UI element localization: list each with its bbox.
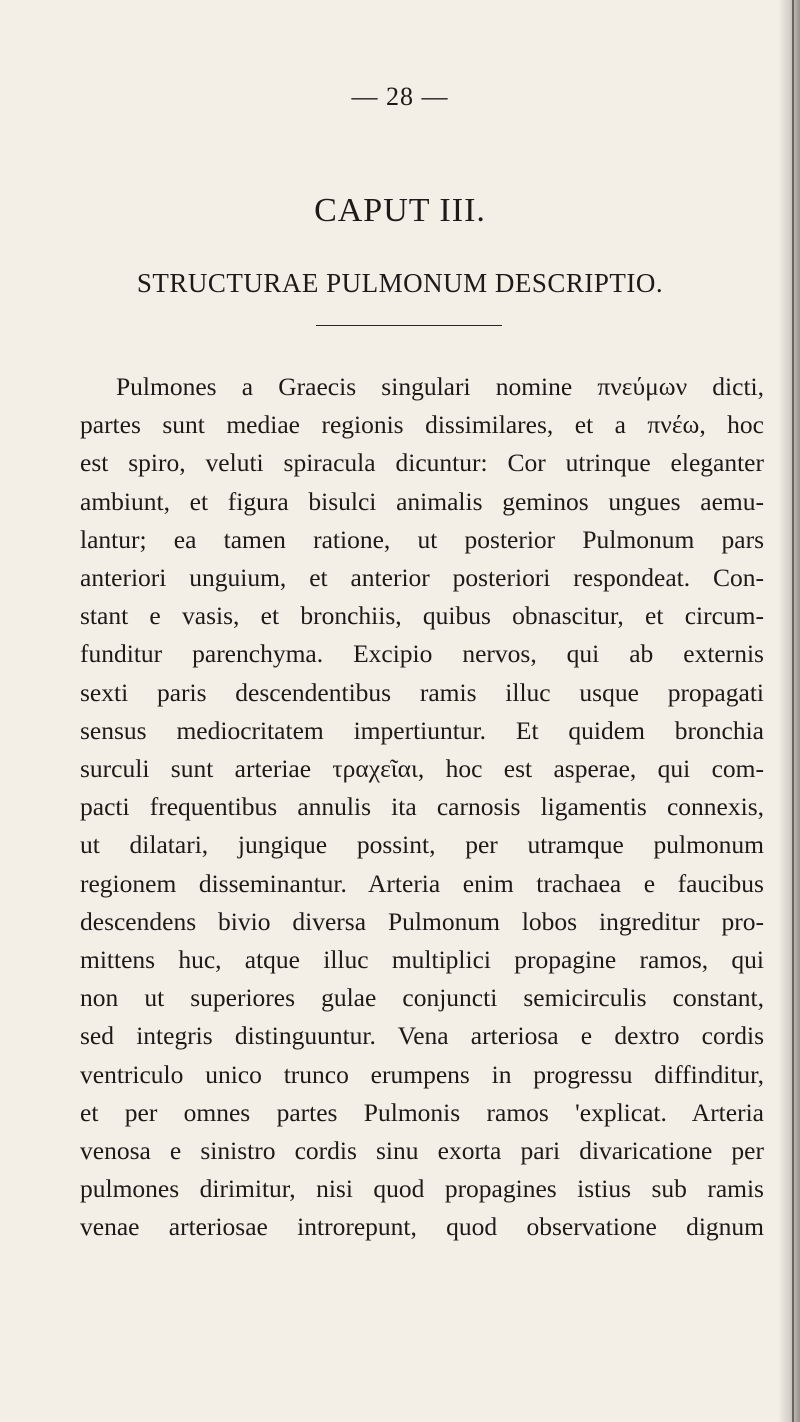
text-line: mittens huc, atque illuc multiplici propagine ramos, qui: [80, 945, 764, 975]
text-line: sensus mediocritatem impertiuntur. Et quidem bronchia: [80, 715, 764, 745]
text-line: pacti frequentibus annulis ita carnosis ligamentis connexis,: [80, 792, 764, 822]
text-line: partes sunt mediae regionis dissimilares, et a πνέω, hoc: [80, 410, 764, 440]
text-line: stant e vasis, et bronchiis, quibus obnascitur, et circum-: [80, 601, 764, 631]
body-paragraph: [80, 368, 764, 1247]
heading-rule: [316, 325, 502, 326]
text-line: est spiro, veluti spiracula dicuntur: Cor utrinque eleganter: [80, 448, 764, 478]
text-line: et per omnes partes Pulmonis ramos 'explicat. Arteria: [80, 1097, 764, 1127]
text-line: surculi sunt arteriae τραχεῖαι, hoc est asperae, qui com-: [80, 754, 764, 784]
text-line: ambiunt, et figura bisulci animalis geminos ungues aemu-: [80, 486, 764, 516]
text-line: venae arteriosae introrepunt, quod observatione dignum: [80, 1212, 764, 1242]
chapter-heading: CAPUT III.: [314, 192, 486, 229]
page-number: — 28 —: [351, 82, 449, 111]
text-line: sed integris distinguuntur. Vena arteriosa e dextro cordis: [80, 1021, 764, 1051]
chapter-subheading: STRUCTURAE PULMONUM DESCRIPTIO.: [136, 268, 664, 298]
text-line: non ut superiores gulae conjuncti semicirculis constant,: [80, 983, 764, 1013]
text-line: ut dilatari, jungique possint, per utramque pulmonum: [80, 830, 764, 860]
text-line: venosa e sinistro cordis sinu exorta pari divaricatione per: [80, 1136, 764, 1166]
text-line: Pulmones a Graecis singulari nomine πνεύμων dicti,: [116, 372, 764, 401]
text-line: descendens bivio diversa Pulmonum lobos ingreditur pro-: [80, 906, 764, 936]
text-line: ventriculo unico trunco erumpens in progressu diffinditur,: [80, 1059, 764, 1089]
text-line: regionem disseminantur. Arteria enim trachaea e faucibus: [80, 868, 764, 898]
text-line: funditur parenchyma. Excipio nervos, qui ab externis: [80, 639, 764, 669]
text-line: pulmones dirimitur, nisi quod propagines istius sub ramis: [80, 1174, 764, 1204]
text-line: sexti paris descendentibus ramis illuc usque propagati: [80, 677, 764, 707]
text-line: lantur; ea tamen ratione, ut posterior Pulmonum pars: [80, 524, 764, 554]
text-line: anteriori unguium, et anterior posteriori respondeat. Con-: [80, 563, 764, 593]
